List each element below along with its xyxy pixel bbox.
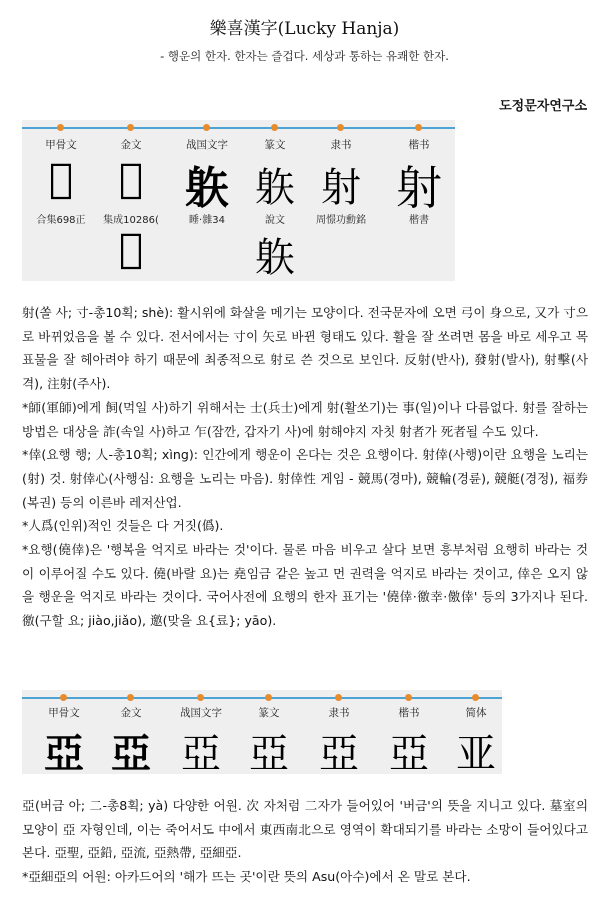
character-evolution-strip-ya (22, 690, 502, 774)
glyph-jiaguwen-variant: 𢎲 (118, 226, 143, 272)
glyph-kaishu: 射 (396, 161, 442, 215)
glyph-zhuanwen: 亞 (249, 731, 289, 774)
paragraph: *요행(僥倖)은 '행복을 억지로 바라는 것'이다. 물론 마음 비우고 살다 보면 흥부처럼 요행히 바라는 것이 이루어질 수도 있다. 僥(바랄 요)는 堯임금 같은 높고 먼 권력을 억지로 바라는 것이고, 倖은 오지 않을 행운을 억지로 바라는 것이다. 국어사전에 요행의 한자 표기는 '僥倖·徼幸·儌倖' 등의 3가지나 된다. 徼(구할 요; jiào,jiǎo), 邀(맞을 요{료}; yāo). (22, 542, 588, 629)
timeline-dot (57, 124, 64, 131)
script-label: 甲骨文 (48, 707, 80, 719)
glyph-jiaguwen: 亞 (44, 730, 84, 774)
source-label: 集成10286( (103, 215, 159, 226)
timeline-dot (472, 694, 479, 701)
glyph-zhuanwen: 䠶 (255, 165, 295, 211)
source-label: 周憬功勳銘 (316, 215, 366, 226)
timeline-line (22, 697, 502, 699)
page-title: 樂喜漢字(Lucky Hanja) (209, 19, 400, 39)
source-label: 合集698正 (36, 215, 86, 226)
glyph-jianti: 亚 (456, 731, 496, 774)
script-label: 战国文字 (186, 139, 228, 151)
glyph-lishu: 射 (321, 165, 361, 211)
timeline-dot (405, 694, 412, 701)
script-label: 简体 (465, 707, 487, 719)
script-label: 隶书 (330, 139, 352, 151)
glyph-lishu: 亞 (319, 731, 359, 774)
script-label: 楷书 (408, 139, 430, 151)
organization-name: 도정문자연구소 (499, 99, 587, 114)
script-label: 甲骨文 (45, 139, 77, 151)
script-label: 金文 (120, 139, 142, 151)
article-body-2 (22, 794, 588, 889)
timeline-dot (127, 694, 134, 701)
paragraph: 射(쏠 사; 寸-총10획; shè): 활시위에 화살을 메기는 모양이다. 전국문자에 오면 弓이 身으로, 又가 寸으로 바뀌었음을 볼 수 있다. 전서에서는 寸이 矢로 바뀐 형태도 있다. 활을 잘 쏘려면 몸을 바로 세우고 목표물을 잘 헤아려야 하기 때문에 최종적으로 射로 쓴 것으로 보인다. 反射(반사), 發射(발사), 射擊(사격), 注射(주사). (22, 305, 588, 392)
article-body-1 (22, 301, 588, 633)
timeline-dot (197, 694, 204, 701)
timeline-dot (60, 694, 67, 701)
glyph-zhanguo: 亞 (181, 731, 221, 774)
script-label: 篆文 (258, 707, 280, 719)
script-label: 楷书 (398, 707, 420, 719)
timeline-dot (265, 694, 272, 701)
character-evolution-strip-she (22, 120, 455, 281)
script-label: 战国文字 (180, 707, 222, 719)
paragraph: *人爲(인위)적인 것들은 다 거짓(僞). (22, 518, 224, 534)
timeline-dot (271, 124, 278, 131)
paragraph: *師(軍師)에게 飼(먹일 사)하기 위해서는 士(兵士)에게 射(활쏘기)는 事(일)이나 다름없다. 射를 잘하는 방법은 대상을 詐(속일 사)하고 乍(잠깐, 갑자기 사)에 射해야지 자칫 射者가 死者될 수도 있다. (22, 399, 588, 439)
glyph-jinwen: 𢎲 (118, 156, 143, 202)
script-label: 隶书 (328, 707, 350, 719)
timeline-dot (127, 124, 134, 131)
script-label: 篆文 (264, 139, 286, 151)
glyph-zhanguo: 䠶 (185, 163, 229, 214)
paragraph: *倖(요행 행; 人-총10획; xìng): 인간에게 행운이 온다는 것은 요행이다. 射倖(사행)이란 요행을 노리는(射) 것. 射倖心(사행심: 요행을 노리는 마음). 射倖性 게임 - 競馬(경마), 競輪(경륜), 競艇(경정), 福券(복권) 등의 이른바 레저산업. (22, 447, 588, 510)
paragraph: 亞(버금 아; 二-총8획; yà) 다양한 어원. 次 자처럼 二자가 들어있어 '버금'의 뜻을 지니고 있다. 墓室의 모양이 亞 자형인데, 이는 죽어서도 中에서 東西南北으로 영역이 확대되기를 바라는 소망이 들어있다고 본다. 亞聖, 亞鉛, 亞流, 亞熱帶, 亞細亞. (22, 798, 588, 861)
timeline-dot (335, 694, 342, 701)
timeline-dot (415, 124, 422, 131)
page-subtitle: - 행운의 한자. 한자는 즐겁다. 세상과 통하는 유쾌한 한자. (160, 49, 449, 63)
paragraph: *亞細亞의 어원: 아카드어의 '해가 뜨는 곳'이란 뜻의 Asu(아수)에서 온 말로 본다. (22, 869, 471, 885)
glyph-jinwen: 亞 (111, 730, 151, 774)
timeline-dot (337, 124, 344, 131)
source-label: 楷書 (409, 215, 429, 226)
source-label: 睡·雜34 (189, 215, 225, 226)
glyph-zhuanwen-variant: 䠶 (255, 235, 295, 281)
glyph-jiaguwen: 𢎲 (48, 156, 73, 202)
source-label: 說文 (265, 215, 285, 226)
timeline-line (22, 127, 455, 129)
timeline-dot (203, 124, 210, 131)
script-label: 金文 (120, 707, 142, 719)
glyph-kaishu: 亞 (389, 731, 429, 774)
